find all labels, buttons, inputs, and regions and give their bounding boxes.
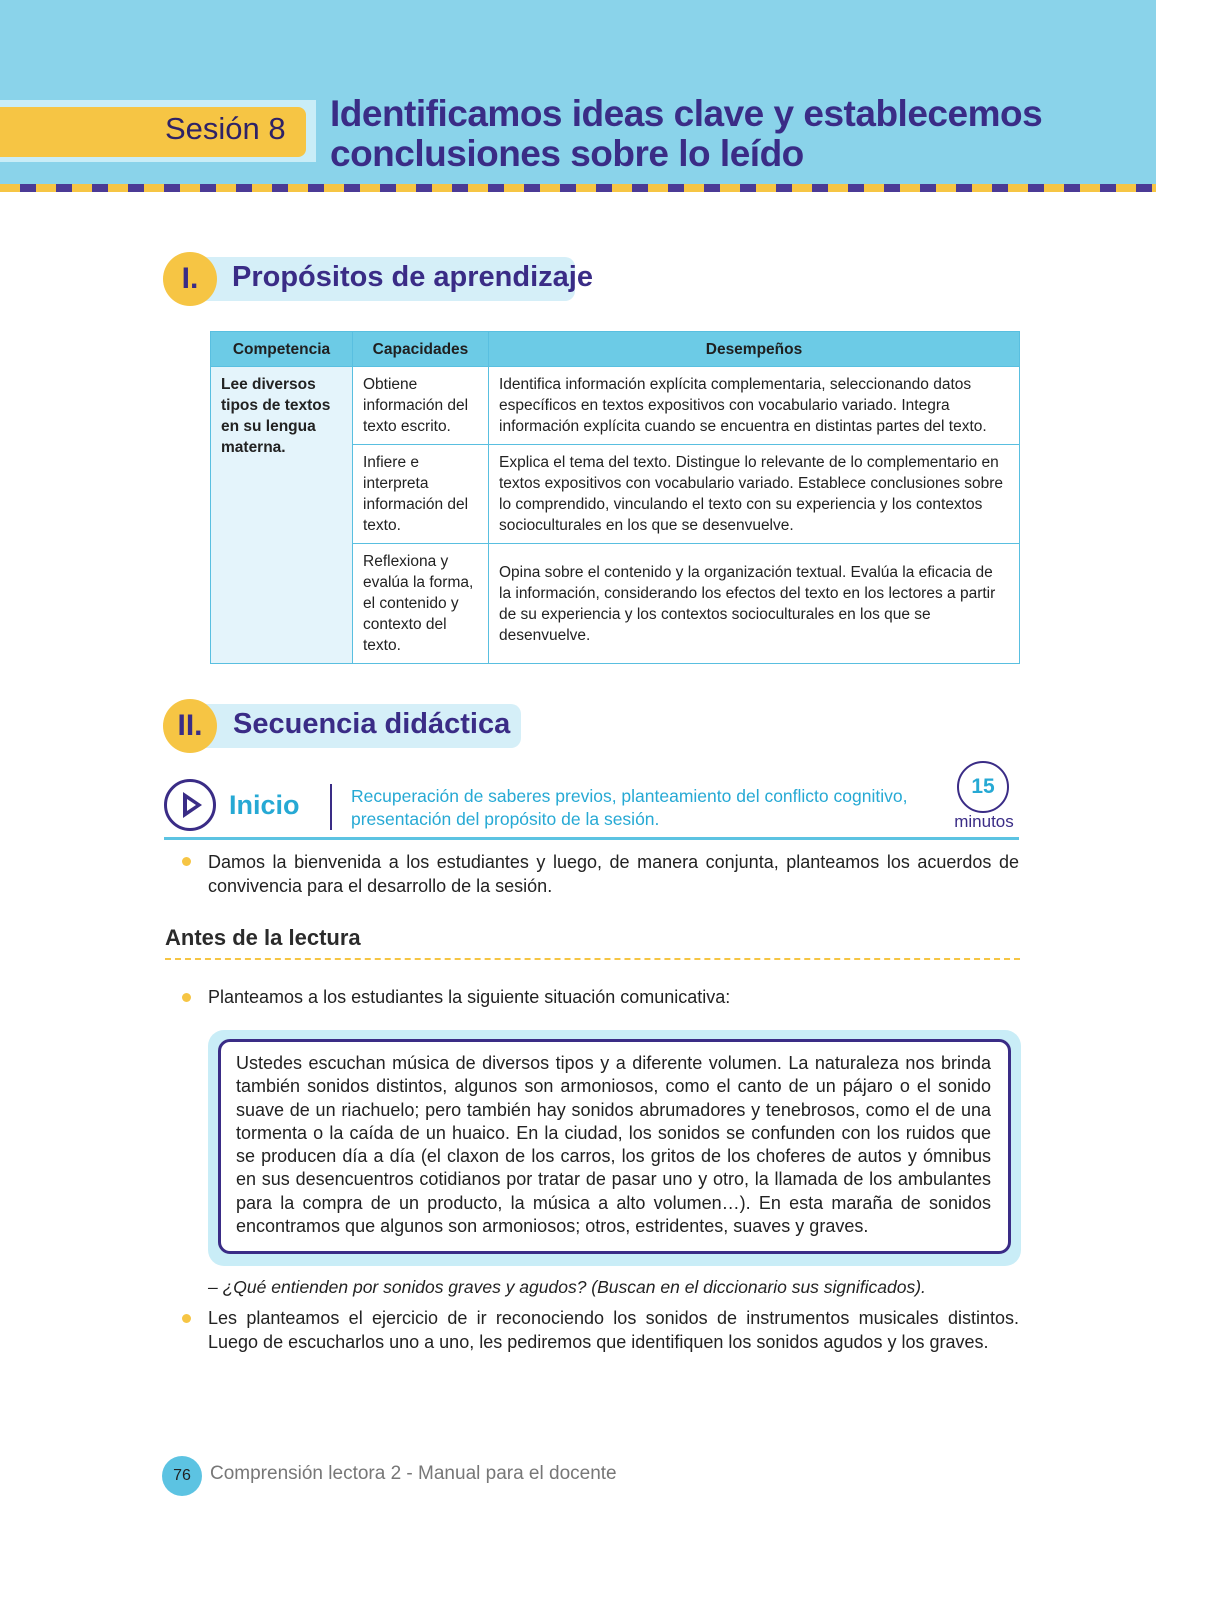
header-stripe (0, 184, 1156, 192)
desempeno-cell: Identifica información explícita complementaria, seleccionando datos específicos en textos expositivos con vocabulario variado. Integra información explícita cuando se encuentra en distintas partes del texto. (489, 367, 1020, 445)
page-title-line-2: conclusiones sobre lo leído (330, 133, 804, 174)
learning-purposes-table (210, 331, 1020, 664)
timer-label: minutos (954, 812, 1014, 831)
footer-text: Comprensión lectora 2 - Manual para el docente (210, 1463, 617, 1484)
capacidad-cell: Obtiene información del texto escrito. (353, 367, 489, 445)
desempeno-cell: Opina sobre el contenido y la organización textual. Evalúa la eficacia de la información, considerando los efectos del texto en los lectores a partir de su experiencia y los contextos socioculturales en los que se desenvuelve. (489, 544, 1020, 664)
capacidad-cell: Reflexiona y evalúa la forma, el contenido y contexto del texto. (353, 544, 489, 664)
capacidad-cell: Infiere e interpreta información del texto. (353, 445, 489, 544)
inicio-description: Recuperación de saberes previos, planteamiento del conflicto cognitivo, presentación del propósito de la sesión. (351, 786, 908, 829)
situation-text: Ustedes escuchan música de diversos tipos y a diferente volumen. La naturaleza nos brinda también sonidos distintos, algunos son armoniosos, como el canto de un pájaro o el sonido suave de un riachuelo; pero también hay sonidos abrumadores y tenebrosos, como el de una tormenta o la caída de un huaico. En la ciudad, los sonidos se confunden con los ruidos que se producen día a día (el claxon de los carros, los gritos de los choferes de autos y ómnibus en sus desencuentros cotidianos por tratar de pasar uno y otro, la llamada de los ambulantes para la compra de un producto, la música a alto volumen…). En esta maraña de sonidos encontramos que algunos son armoniosos; otros, estridentes, suaves y graves. (236, 1053, 991, 1237)
inicio-underline (164, 837, 1019, 840)
bullet-icon (182, 1314, 191, 1323)
section-1-title: Propósitos de aprendizaje (232, 261, 593, 293)
bullet-text-2: Planteamos a los estudiantes la siguiente situación comunicativa: (208, 987, 731, 1007)
section-2-title: Secuencia didáctica (233, 708, 511, 740)
page-title-line-1: Identificamos ideas clave y establecemos (330, 93, 1043, 134)
question-text: – ¿Qué entienden por sonidos graves y agudos? (Buscan en el diccionario sus significados). (208, 1277, 926, 1297)
play-icon-triangle-inner (187, 799, 196, 811)
header-competencia: Competencia (211, 332, 353, 367)
session-label: Sesión 8 (165, 111, 286, 146)
header-capacidades: Capacidades (353, 332, 489, 367)
bullet-icon (182, 993, 191, 1002)
table-header-row (211, 332, 1020, 367)
section-1-numeral: I. (163, 252, 217, 306)
inicio-label: Inicio (229, 790, 300, 820)
table-row (211, 367, 1020, 445)
timer-minutes: 15 (971, 775, 995, 798)
competencia-cell: Lee diversos tipos de textos en su lengua materna. (211, 367, 353, 664)
desempeno-cell: Explica el tema del texto. Distingue lo relevante de lo complementario en textos expositivos con vocabulario variado. Establece conclusiones sobre lo comprendido, vinculando el texto con su experiencia y los contextos socioculturales en los que se desenvuelve. (489, 445, 1020, 544)
subheading-antes-lectura: Antes de la lectura (165, 925, 361, 950)
bullet-icon (182, 857, 191, 866)
dashed-divider (165, 958, 1020, 960)
page-number: 76 (162, 1456, 202, 1496)
section-2-numeral: II. (163, 699, 217, 753)
bullet-text-3: Les planteamos el ejercicio de ir reconociendo los sonidos de instrumentos musicales distintos. Luego de escucharlos uno a uno, les pediremos que identifiquen los sonidos agudos y los graves. (208, 1308, 1019, 1352)
inicio-divider (330, 784, 332, 830)
page-title (330, 94, 1090, 174)
timer-icon (957, 761, 1009, 813)
bullet-text-1: Damos la bienvenida a los estudiantes y luego, de manera conjunta, planteamos los acuerdos de convivencia para el desarrollo de la sesión. (208, 852, 1019, 896)
header-desempenos: Desempeños (489, 332, 1020, 367)
